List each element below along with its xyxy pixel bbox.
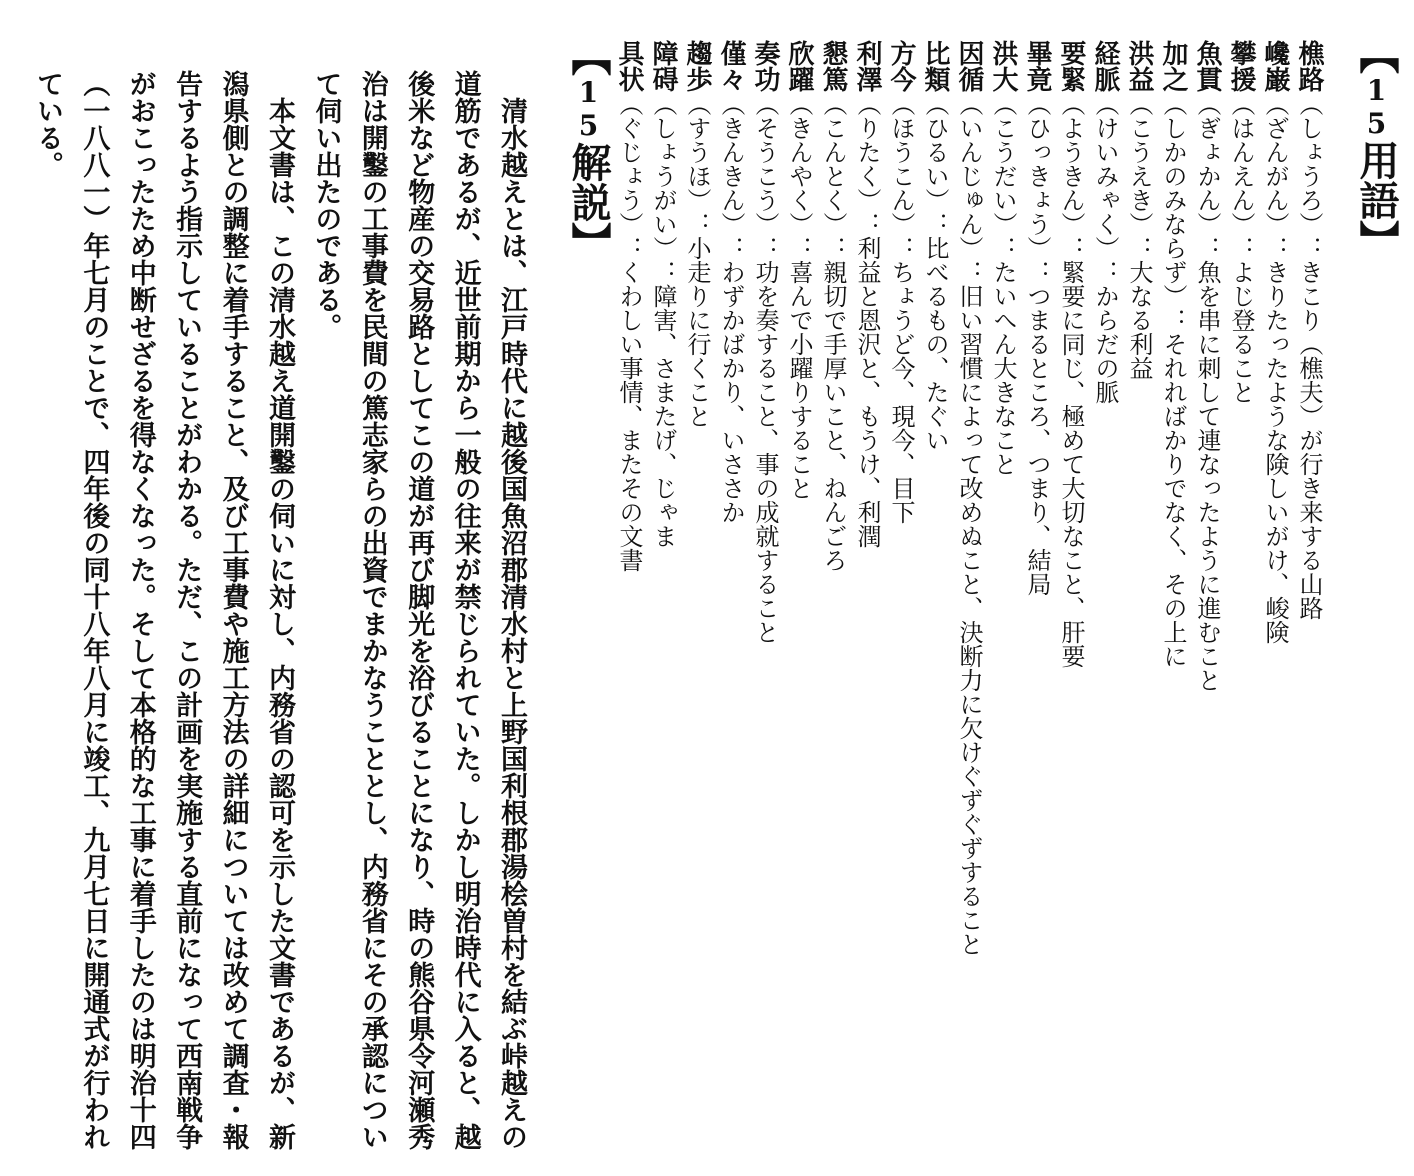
glossary-definition: ：功を奏すること、事の成就すること: [751, 236, 779, 644]
glossary-entry: [1122, 40, 1156, 1150]
glossary-definition: ：親切で手厚いこと、ねんごろ: [819, 236, 847, 572]
glossary-reading: （しょうがい）: [649, 92, 677, 260]
glossary-reading: （ほうこん）: [887, 92, 915, 236]
glossary-definition: ：障害、さまたげ、じゃま: [649, 260, 677, 548]
glossary-term: 洪益: [1124, 40, 1154, 92]
glossary-definition: ：喜んで小躍りすること: [785, 236, 813, 500]
glossary-term: 因循: [954, 40, 984, 92]
glossary-reading: （きんきん）: [717, 92, 745, 236]
heading-label: 用語: [1353, 140, 1400, 220]
commentary-paragraph: 清水越えとは、江戸時代に越後国魚沼郡清水村と上野国利根郡湯桧曽村を結ぶ峠越えの道筋であるが、近世前期から一般の往来が禁じられていた。しかし明治時代に入ると、越後米など物産の交易路としてこの道が再び脚光を浴びることになり、時の熊谷県令河瀬秀治は開鑿の工事費を民間の篤志家らの出資でまかなうこととし、内務省にその承認について伺い出たのである。: [310, 70, 527, 1150]
glossary-definition: ：たいへん大きなこと: [989, 236, 1017, 476]
heading-open-bracket: 【: [565, 36, 612, 76]
glossary-entry: [1088, 40, 1122, 1150]
glossary-reading: （しかのみならず）: [1159, 92, 1187, 308]
glossary-reading: （こんとく）: [819, 92, 847, 236]
glossary-entry: [1156, 40, 1190, 1150]
glossary-entry: [748, 40, 782, 1150]
glossary-definition: ：緊要に同じ、極めて大切なこと、肝要: [1057, 236, 1085, 668]
glossary-entry: [1190, 40, 1224, 1150]
heading-number: 15: [572, 76, 605, 142]
glossary-term: 具状: [614, 40, 644, 92]
glossary-list: [612, 40, 1326, 1150]
glossary-reading: （ひるい）: [921, 92, 949, 212]
glossary-term: 懇篤: [818, 40, 848, 92]
glossary-entry: [782, 40, 816, 1150]
glossary-reading: （はんえん）: [1227, 92, 1255, 236]
glossary-entry: [884, 40, 918, 1150]
glossary-term: 樵路: [1294, 40, 1324, 92]
glossary-definition: ：よじ登ること: [1227, 236, 1255, 404]
glossary-reading: （こうだい）: [989, 92, 1017, 236]
glossary-definition: ：きこり（樵夫）が行き来する山路: [1295, 236, 1323, 620]
glossary-reading: （ざんがん）: [1261, 92, 1289, 236]
glossary-term: 魚貫: [1192, 40, 1222, 92]
glossary-definition: ：きりたったような険しいがけ、峻険: [1261, 236, 1289, 644]
glossary-heading: [1353, 34, 1400, 260]
heading-open-bracket: 【: [1353, 34, 1400, 74]
heading-close-bracket: 】: [565, 222, 612, 262]
glossary-entry: [1054, 40, 1088, 1150]
glossary-definition: ：大なる利益: [1125, 236, 1153, 380]
glossary-reading: （そうこう）: [751, 92, 779, 236]
glossary-definition: ：つまるところ、つまり、結局: [1023, 260, 1051, 596]
glossary-entry: [1292, 40, 1326, 1150]
glossary-reading: （ひっきょう）: [1023, 92, 1051, 260]
glossary-term: 洪大: [988, 40, 1018, 92]
glossary-entry: [714, 40, 748, 1150]
glossary-definition: ：くわしい事情、またその文書: [615, 236, 643, 572]
commentary-body: [24, 70, 534, 1170]
glossary-term: 障碍: [648, 40, 678, 92]
glossary-reading: （りたく）: [853, 92, 881, 212]
glossary-entry: [1224, 40, 1258, 1150]
glossary-term: 方今: [886, 40, 916, 92]
glossary-entry: [986, 40, 1020, 1150]
glossary-entry: [612, 40, 646, 1150]
glossary-entry: [646, 40, 680, 1150]
glossary-term: 加之: [1158, 40, 1188, 92]
glossary-definition: ：魚を串に刺して連なったように進むこと: [1193, 236, 1221, 692]
commentary-heading: [565, 36, 612, 262]
glossary-term: 攀援: [1226, 40, 1256, 92]
glossary-definition: ：小走りに行くこと: [683, 212, 711, 428]
glossary-term: 比類: [920, 40, 950, 92]
glossary-reading: （ようきん）: [1057, 92, 1085, 236]
glossary-term: 趨歩: [682, 40, 712, 92]
glossary-term: 欣躍: [784, 40, 814, 92]
glossary-reading: （いんじゅん）: [955, 92, 983, 260]
glossary-entry: [1020, 40, 1054, 1150]
heading-number: 15: [1360, 74, 1393, 140]
commentary-paragraph: 本文書は、この清水越え道開鑿の伺いに対し、内務省の認可を示した文書であるが、新潟県側との調整に着手すること、及び工事費や施工方法の詳細については改めて調査・報告するよう指示していることがわかる。ただ、この計画を実施する直前になって西南戦争がおこったため中断せざるを得なくなった。そして本格的な工事に着手したのは明治十四（一八八一）年七月のことで、四年後の同十八年八月に竣工、九月七日に開通式が行われている。: [31, 70, 295, 1150]
glossary-reading: （ぎょかん）: [1193, 92, 1221, 236]
glossary-definition: ：わずかばかり、いささか: [717, 236, 745, 524]
glossary-term: 畢竟: [1022, 40, 1052, 92]
glossary-reading: （すうほ）: [683, 92, 711, 212]
glossary-definition: ：旧い習慣によって改めぬこと、決断力に欠けぐずぐずすること: [955, 260, 983, 956]
glossary-reading: （こうえき）: [1125, 92, 1153, 236]
glossary-definition: ：それればかりでなく、その上に: [1159, 308, 1187, 668]
heading-close-bracket: 】: [1353, 220, 1400, 260]
glossary-reading: （けいみゃく）: [1091, 92, 1119, 260]
glossary-entry: [918, 40, 952, 1150]
glossary-definition: ：からだの脈: [1091, 260, 1119, 404]
glossary-definition: ：利益と恩沢と、もうけ、利潤: [853, 212, 881, 548]
glossary-reading: （しょうろ）: [1295, 92, 1323, 236]
glossary-entry: [952, 40, 986, 1150]
glossary-term: 経脈: [1090, 40, 1120, 92]
glossary-definition: ：ちょうど今、現今、目下: [887, 236, 915, 524]
heading-label: 解説: [565, 142, 612, 222]
glossary-reading: （きんやく）: [785, 92, 813, 236]
glossary-term: 利澤: [852, 40, 882, 92]
glossary-entry: [680, 40, 714, 1150]
glossary-entry: [850, 40, 884, 1150]
glossary-term: 巉巌: [1260, 40, 1290, 92]
glossary-term: 奏功: [750, 40, 780, 92]
glossary-definition: ：比べるもの、たぐい: [921, 212, 949, 452]
glossary-entry: [1258, 40, 1292, 1150]
glossary-term: 要緊: [1056, 40, 1086, 92]
glossary-reading: （ぐじょう）: [615, 92, 643, 236]
glossary-term: 僅々: [716, 40, 746, 92]
glossary-entry: [816, 40, 850, 1150]
